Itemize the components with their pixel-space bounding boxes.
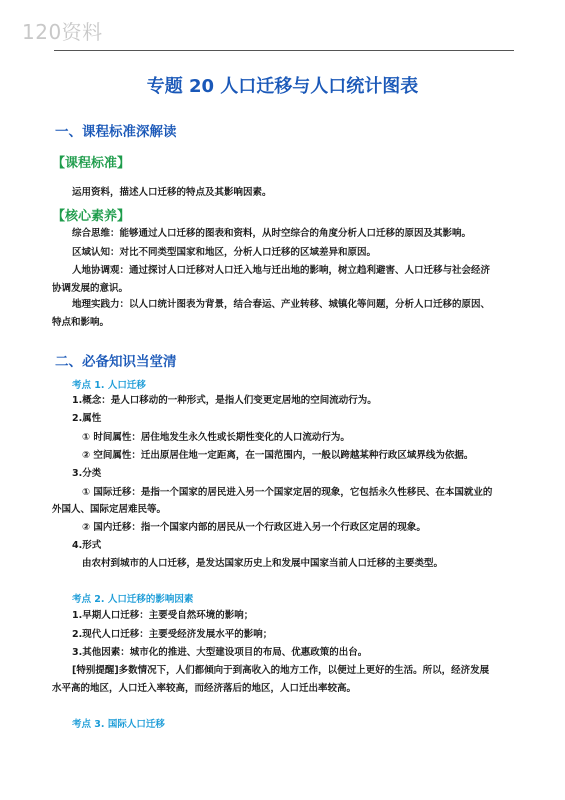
human-earth-line-2: 协调发展的意识。: [52, 283, 129, 294]
classification-heading: 3.分类: [72, 468, 102, 479]
concept-text: 1.概念：是人口移动的一种形式，是指人们变更定居地的空间流动行为。: [72, 395, 377, 406]
factor-modern: 2.现代人口迁移：主要受经济发展水平的影响；: [72, 629, 273, 640]
exam-point-2-title: 考点 2. 人口迁移的影响因素: [72, 594, 194, 605]
curriculum-standard-label: 【课程标准】: [52, 156, 131, 171]
section-heading-1: 一、课程标准深解读: [55, 124, 177, 140]
time-attribute: ① 时间属性：居住地发生永久性或长期性变化的人口流动行为。: [82, 432, 350, 443]
human-earth-line-1: 人地协调观：通过探讨人口迁移对人口迁入地与迁出地的影响，树立趋利避害、人口迁移与社会经济: [72, 265, 491, 276]
core-literacy-label: 【核心素养】: [52, 209, 131, 224]
geo-practice-line-2: 特点和影响。: [52, 317, 110, 328]
comprehensive-thinking: 综合思维：能够通过人口迁移的图表和资料，从时空综合的角度分析人口迁移的原因及其影响。: [72, 228, 472, 239]
header-rule: [54, 50, 514, 51]
international-migration-line-1: ① 国际迁移：是指一个国家的居民进入另一个国家定居的现象，它包括永久性移民、在本国就业的: [82, 487, 493, 498]
form-heading: 4.形式: [72, 540, 102, 551]
watermark: 120资料: [22, 20, 103, 44]
curriculum-standard-text: 运用资料，描述人口迁移的特点及其影响因素。: [72, 187, 272, 198]
factor-other: 3.其他因素：城市化的推进、大型建设项目的布局、优惠政策的出台。: [72, 647, 368, 658]
exam-point-1-title: 考点 1. 人口迁移: [72, 380, 146, 391]
page-title: 专题 20 人口迁移与人口统计图表: [146, 76, 419, 97]
attribute-heading: 2.属性: [72, 413, 102, 424]
space-attribute: ② 空间属性：迁出原居住地一定距离，在一国范围内，一般以跨越某种行政区域界线为依据。: [82, 450, 474, 461]
regional-cognition: 区域认知：对比不同类型国家和地区，分析人口迁移的区域差异和原因。: [72, 247, 377, 258]
geo-practice-line-1: 地理实践力：以人口统计图表为背景，结合春运、产业转移、城镇化等问题，分析人口迁移的原因、: [72, 299, 491, 310]
special-reminder-line-1: [特别提醒]多数情况下，人们都倾向于到高收入的地方工作，以便过上更好的生活。所以，经济发展: [72, 665, 490, 676]
exam-point-3-title: 考点 3. 国际人口迁移: [72, 719, 165, 730]
domestic-migration: ② 国内迁移：指一个国家内部的居民从一个行政区进入另一个行政区定居的现象。: [82, 522, 426, 533]
special-reminder-line-2: 水平高的地区，人口迁入率较高，而经济落后的地区，人口迁出率较高。: [52, 683, 357, 694]
factor-early: 1.早期人口迁移：主要受自然环境的影响；: [72, 610, 254, 621]
section-heading-2: 二、必备知识当堂清: [55, 354, 177, 370]
international-migration-line-2: 外国人、国际定居难民等。: [52, 504, 167, 515]
form-text: 由农村到城市的人口迁移，是发达国家历史上和发展中国家当前人口迁移的主要类型。: [82, 558, 444, 569]
